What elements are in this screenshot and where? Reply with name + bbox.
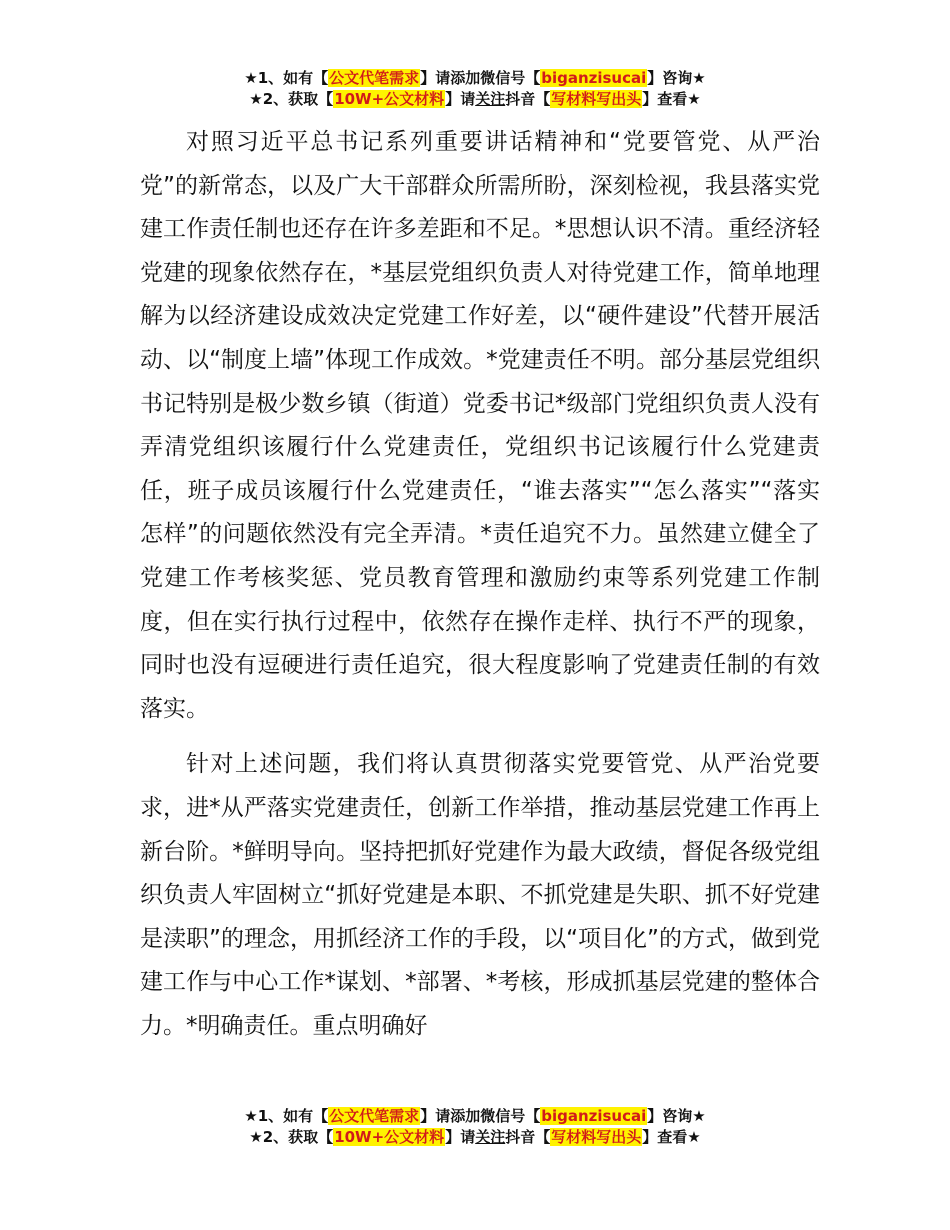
footer-line-1-mid: 】请添加微信号【 (420, 1107, 541, 1125)
header-line-1-suffix: 】咨询★ (647, 69, 706, 87)
footer-banner (0, 1106, 950, 1148)
header-line-2 (0, 89, 950, 110)
footer-highlight-materials: 10W+公文材料 (334, 1128, 445, 1146)
footer-line-2-prefix: ★2、获取【 (249, 1128, 334, 1146)
footer-underlined-follow: 关注 (475, 1128, 506, 1146)
header-highlight-materials: 10W+公文材料 (334, 90, 445, 108)
document-body (140, 121, 820, 1048)
header-line-2-mid1: 】请 (445, 90, 476, 108)
footer-highlight-douyin-account: 写材料写出头 (551, 1128, 642, 1146)
header-highlight-ghostwriting: 公文代笔需求 (329, 69, 420, 87)
footer-line-1-suffix: 】咨询★ (647, 1107, 706, 1125)
header-highlight-wechat-id: biganzisucai (541, 69, 647, 87)
header-line-2-mid2: 抖音【 (505, 90, 551, 108)
footer-highlight-ghostwriting: 公文代笔需求 (329, 1107, 420, 1125)
footer-line-2-mid2: 抖音【 (505, 1128, 551, 1146)
header-line-1-prefix: ★1、如有【 (244, 69, 329, 87)
footer-line-1 (0, 1106, 950, 1127)
footer-highlight-wechat-id: biganzisucai (541, 1107, 647, 1125)
header-line-2-suffix: 】查看★ (642, 90, 701, 108)
header-banner (0, 68, 950, 110)
footer-line-2 (0, 1127, 950, 1148)
header-highlight-douyin-account: 写材料写出头 (551, 90, 642, 108)
header-underlined-follow: 关注 (475, 90, 506, 108)
footer-line-2-mid1: 】请 (445, 1128, 476, 1146)
header-line-1-mid: 】请添加微信号【 (420, 69, 541, 87)
header-line-1 (0, 68, 950, 89)
body-paragraph-1: 对照习近平总书记系列重要讲话精神和“党要管党、从严治党”的新常态，以及广大干部群众所需所盼，深刻检视，我县落实党建工作责任制也还存在许多差距和不足。*思想认识不清。重经济轻党建的现象依然存在，*基层党组织负责人对待党建工作，简单地理解为以经济建设成效决定党建工作好差，以“硬件建设”代替开展活动、以“制度上墙”体现工作成效。*党建责任不明。部分基层党组织书记特别是极少数乡镇（街道）党委书记*级部门党组织负责人没有弄清党组织该履行什么党建责任，党组织书记该履行什么党建责任，班子成员该履行什么党建责任，“谁去落实”“怎么落实”“落实怎样”的问题依然没有完全弄清。*责任追究不力。虽然建立健全了党建工作考核奖惩、党员教育管理和激励约束等系列党建工作制度，但在实行执行过程中，依然存在操作走样、执行不严的现象，同时也没有逗硬进行责任追究，很大程度影响了党建责任制的有效落实。 (140, 129, 820, 722)
body-paragraph-2: 针对上述问题，我们将认真贯彻落实党要管党、从严治党要求，进*从严落实党建责任，创新工作举措，推动基层党建工作再上新台阶。*鲜明导向。坚持把抓好党建作为最大政绩，督促各级党组织负责人牢固树立“抓好党建是本职、不抓党建是失职、抓不好党建是渎职”的理念，用抓经济工作的手段，以“项目化”的方式，做到党建工作与中心工作*谋划、*部署、*考核，形成抓基层党建的整体合力。*明确责任。重点明确好 (140, 751, 820, 1039)
header-line-2-prefix: ★2、获取【 (249, 90, 334, 108)
footer-line-1-prefix: ★1、如有【 (244, 1107, 329, 1125)
footer-line-2-suffix: 】查看★ (642, 1128, 701, 1146)
